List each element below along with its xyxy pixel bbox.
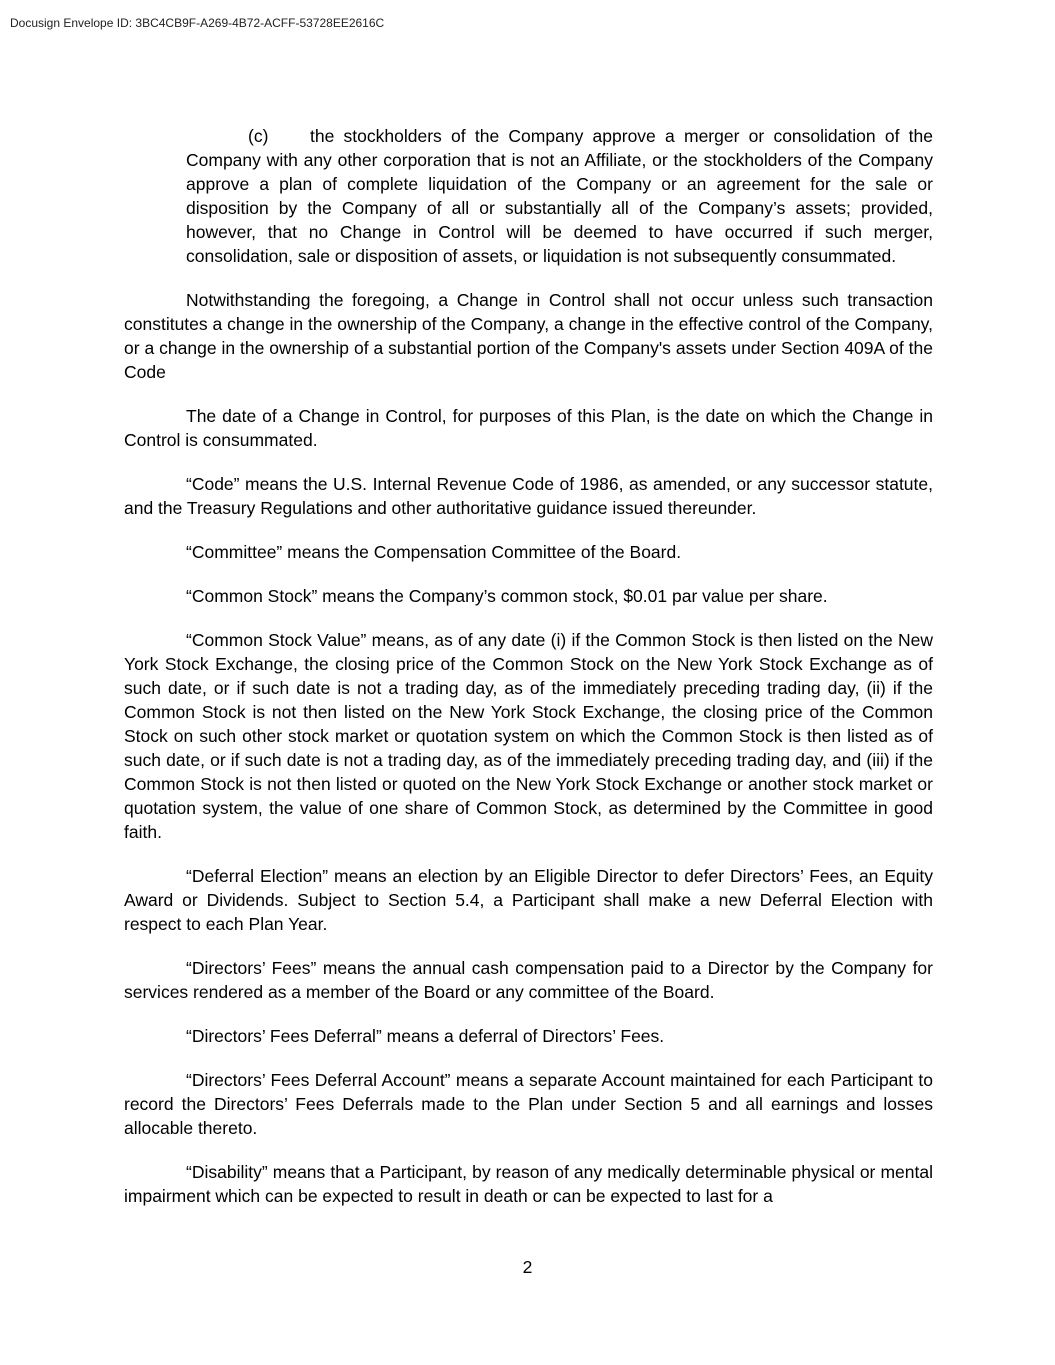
- definition-common-stock: “Common Stock” means the Company’s common stock, $0.01 par value per share.: [186, 586, 828, 606]
- clause-c-label: (c): [248, 126, 269, 146]
- definition-directors-fees: “Directors’ Fees” means the annual cash compensation paid to a Director by the Company for services rendered as a member of the Board or any committee of the Board.: [124, 958, 933, 1002]
- definition-committee: “Committee” means the Compensation Committee of the Board.: [186, 542, 682, 562]
- paragraph-change-in-control-date: The date of a Change in Control, for purposes of this Plan, is the date on which the Change in Control is consummated.: [124, 406, 933, 450]
- clause-c: [186, 124, 933, 268]
- envelope-id-header: Docusign Envelope ID: 3BC4CB9F-A269-4B72-ACFF-53728EE2616C: [10, 16, 385, 30]
- definition-code: “Code” means the U.S. Internal Revenue Code of 1986, as amended, or any successor statute, and the Treasury Regulations and other authoritative guidance issued thereunder.: [124, 474, 933, 518]
- page-number: 2: [522, 1257, 533, 1277]
- definition-disability: “Disability” means that a Participant, by reason of any medically determinable physical or mental impairment which can be expected to result in death or can be expected to last for a: [124, 1162, 933, 1206]
- definition-directors-fees-deferral-account: “Directors’ Fees Deferral Account” means a separate Account maintained for each Participant to record the Directors’ Fees Deferrals made to the Plan under Section 5 and all earnings and losses allocable thereto.: [124, 1070, 933, 1138]
- document-body: [124, 124, 933, 1208]
- definition-common-stock-value: “Common Stock Value” means, as of any date (i) if the Common Stock is then listed on the New York Stock Exchange, the closing price of the Common Stock on the New York Stock Exchange as of such date, or if such date is not a trading day, as of the immediately preceding trading day, (ii) if the Common Stock is not then listed on the New York Stock Exchange, the closing price of the Common Stock on such other stock market or quotation system on which the Common Stock is then listed as of such date, or if such date is not a trading day, as of the immediately preceding trading day, and (iii) if the Common Stock is not then listed or quoted on the New York Stock Exchange or another stock market or quotation system, the value of one share of Common Stock, as determined by the Committee in good faith.: [124, 630, 933, 842]
- clause-c-text: the stockholders of the Company approve a merger or consolidation of the Company with any other corporation that is not an Affiliate, or the stockholders of the Company approve a plan of complete liquidation of the Company or an agreement for the sale or disposition by the Company of all or substantially all of the Company’s assets; provided, however, that no Change in Control will be deemed to have occurred if such merger, consolidation, sale or disposition of assets, or liquidation is not subsequently consummated.: [186, 126, 933, 266]
- definition-deferral-election: “Deferral Election” means an election by an Eligible Director to defer Directors’ Fees, an Equity Award or Dividends. Subject to Section 5.4, a Participant shall make a new Deferral Election with respect to each Plan Year.: [124, 866, 933, 934]
- paragraph-change-in-control-limitation: Notwithstanding the foregoing, a Change in Control shall not occur unless such transaction constitutes a change in the ownership of the Company, a change in the effective control of the Company, or a change in the ownership of a substantial portion of the Company's assets under Section 409A of the Code: [124, 290, 933, 382]
- definition-directors-fees-deferral: “Directors’ Fees Deferral” means a deferral of Directors’ Fees.: [186, 1026, 665, 1046]
